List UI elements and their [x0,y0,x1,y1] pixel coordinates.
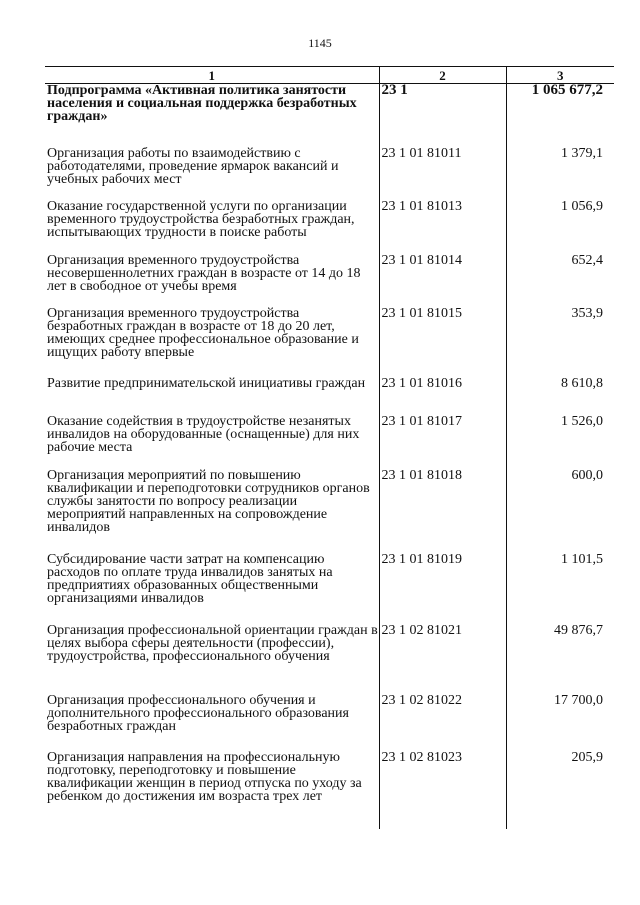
row-code: 23 1 01 81019 [379,553,506,624]
row-amount: 600,0 [506,469,614,553]
row-code: 23 1 01 81018 [379,469,506,553]
column-header-3: 3 [506,67,614,84]
page-number: 1145 [308,36,332,50]
row-code: 23 1 02 81021 [379,624,506,694]
row-amount: 652,4 [506,254,614,307]
row-amount: 17 700,0 [506,694,614,751]
row-name: Организация работы по взаимодействию с работодателями, проведение ярмарок вакансий и учебных рабочих мест [47,145,339,187]
table-row [45,147,614,200]
row-code: 23 1 02 81023 [379,751,506,829]
table-row [45,377,614,415]
row-name: Организация временного трудоустройства безработных граждан в возрасте от 18 до 20 лет, имеющих среднее профессиональное образование и ищущих работу впервые [47,305,359,360]
budget-table [45,66,614,829]
table-row [45,751,614,829]
row-amount: 1 065 677,2 [506,84,614,147]
table-row [45,694,614,751]
row-amount: 1 101,5 [506,553,614,624]
row-amount: 353,9 [506,307,614,377]
table-row [45,200,614,254]
table-row [45,553,614,624]
row-amount: 8 610,8 [506,377,614,415]
row-code: 23 1 01 81016 [379,377,506,415]
row-name: Организация временного трудоустройства несовершеннолетних граждан в возрасте от 14 до 18 лет в свободное от учебы время [47,252,361,294]
table-header-row [45,67,614,84]
row-name: Развитие предпринимательской инициативы граждан [47,375,366,391]
row-code: 23 1 01 81017 [379,415,506,469]
row-code: 23 1 01 81015 [379,307,506,377]
row-amount: 1 056,9 [506,200,614,254]
row-amount: 1 526,0 [506,415,614,469]
row-amount: 205,9 [506,751,614,829]
row-name: Организация профессионального обучения и дополнительного профессионального образования безработных граждан [47,692,349,734]
row-name: Подпрограмма «Активная политика занятости населения и социальная поддержка безработных граждан» [47,83,357,124]
table-row [45,415,614,469]
row-name: Оказание содействия в трудоустройстве незанятых инвалидов на оборудованные (оснащенные) для них рабочие места [47,413,360,455]
table-row [45,624,614,694]
row-code: 23 1 01 81013 [379,200,506,254]
table-row [45,469,614,553]
row-name: Организация профессиональной ориентации граждан в целях выбора сферы деятельности (профессии), трудоустройства, профессионального обучения [47,622,378,664]
row-amount: 49 876,7 [506,624,614,694]
row-code: 23 1 01 81011 [379,147,506,200]
column-header-2: 2 [379,67,506,84]
row-name: Организация направления на профессиональную подготовку, переподготовку и повышение квалификации женщин в период отпуска по уходу за ребенком до достижения им возраста трех лет [47,749,362,804]
table-row [45,84,614,147]
row-code: 23 1 [379,84,506,147]
row-name: Субсидирование части затрат на компенсацию расходов по оплате труда инвалидов занятых на предприятиях образованных общественными организациями инвалидов [47,551,333,606]
table-row [45,307,614,377]
row-name: Организация мероприятий по повышению квалификации и переподготовки сотрудников органов службы занятости по вопросу реализации мероприятий направленных на сопровождение инвалидов [47,467,370,535]
row-code: 23 1 01 81014 [379,254,506,307]
row-amount: 1 379,1 [506,147,614,200]
row-code: 23 1 02 81022 [379,694,506,751]
column-header-1: 1 [45,67,379,84]
row-name: Оказание государственной услуги по организации временного трудоустройства безработных граждан, испытывающих трудности в поиске работы [47,198,355,240]
table-row [45,254,614,307]
